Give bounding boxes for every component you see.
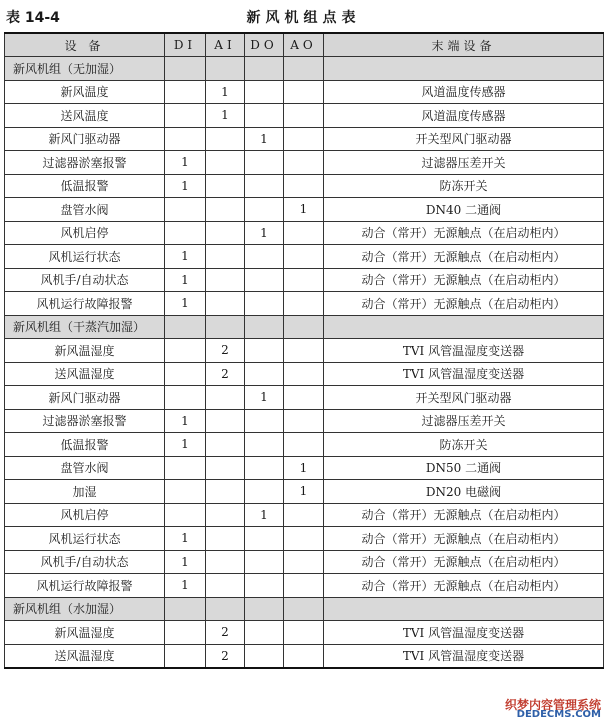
table-number: 表 14-4 — [6, 10, 60, 26]
di-cell — [165, 480, 206, 504]
ai-cell — [206, 268, 245, 292]
ai-cell — [206, 386, 245, 410]
terminal-device-cell: 防冻开关 — [324, 433, 604, 457]
terminal-device-cell: TVI 风管温湿度变送器 — [324, 621, 604, 645]
di-cell — [165, 621, 206, 645]
ai-cell — [206, 151, 245, 175]
terminal-device-cell: 动合（常开）无源触点（在启动柜内） — [324, 527, 604, 551]
table-row — [5, 292, 604, 316]
ai-cell — [206, 574, 245, 598]
table-body — [5, 57, 604, 669]
table-row — [5, 198, 604, 222]
di-cell: 1 — [165, 433, 206, 457]
section-blank-cell — [284, 315, 324, 339]
do-cell: 1 — [245, 127, 284, 151]
di-cell: 1 — [165, 550, 206, 574]
section-blank-cell — [324, 597, 604, 621]
do-cell: 1 — [245, 221, 284, 245]
table-row — [5, 127, 604, 151]
terminal-device-cell: TVI 风管温湿度变送器 — [324, 644, 604, 668]
terminal-device-cell: 开关型风门驱动器 — [324, 386, 604, 410]
ai-cell — [206, 527, 245, 551]
device-cell: 送风温湿度 — [5, 644, 165, 668]
device-cell: 盘管水阀 — [5, 456, 165, 480]
di-cell — [165, 127, 206, 151]
device-cell: 风机运行状态 — [5, 527, 165, 551]
ao-cell — [284, 644, 324, 668]
terminal-device-cell: DN20 电磁阀 — [324, 480, 604, 504]
terminal-device-cell: 开关型风门驱动器 — [324, 127, 604, 151]
ao-cell — [284, 550, 324, 574]
watermark-cn: 织梦内容管理系统 — [504, 698, 601, 712]
do-cell — [245, 292, 284, 316]
ao-cell — [284, 104, 324, 128]
section-blank-cell — [284, 597, 324, 621]
do-cell — [245, 433, 284, 457]
section-row — [5, 57, 604, 81]
section-blank-cell — [245, 315, 284, 339]
ai-cell — [206, 503, 245, 527]
di-cell: 1 — [165, 574, 206, 598]
table-title: 新风机组点表 — [246, 10, 361, 26]
do-cell — [245, 574, 284, 598]
section-row — [5, 315, 604, 339]
ao-cell — [284, 433, 324, 457]
ao-cell — [284, 245, 324, 269]
header-do: DO — [245, 33, 284, 57]
section-blank-cell — [324, 315, 604, 339]
section-blank-cell — [284, 57, 324, 81]
ai-cell: 2 — [206, 621, 245, 645]
di-cell — [165, 221, 206, 245]
do-cell — [245, 480, 284, 504]
di-cell — [165, 644, 206, 668]
ai-cell — [206, 221, 245, 245]
do-cell — [245, 80, 284, 104]
ao-cell — [284, 221, 324, 245]
di-cell — [165, 80, 206, 104]
di-cell: 1 — [165, 151, 206, 175]
di-cell: 1 — [165, 245, 206, 269]
table-row — [5, 550, 604, 574]
terminal-device-cell: 动合（常开）无源触点（在启动柜内） — [324, 503, 604, 527]
terminal-device-cell: DN40 二通阀 — [324, 198, 604, 222]
ai-cell: 1 — [206, 104, 245, 128]
table-row — [5, 151, 604, 175]
terminal-device-cell: 过滤器压差开关 — [324, 151, 604, 175]
ai-cell — [206, 245, 245, 269]
ao-cell — [284, 503, 324, 527]
section-blank-cell — [206, 315, 245, 339]
device-cell: 送风温湿度 — [5, 362, 165, 386]
ao-cell — [284, 151, 324, 175]
do-cell — [245, 245, 284, 269]
header-row — [5, 33, 604, 57]
table-row — [5, 644, 604, 668]
di-cell: 1 — [165, 174, 206, 198]
table-row — [5, 480, 604, 504]
terminal-device-cell: 动合（常开）无源触点（在启动柜内） — [324, 245, 604, 269]
table-row — [5, 527, 604, 551]
section-blank-cell — [206, 57, 245, 81]
terminal-device-cell: TVI 风管温湿度变送器 — [324, 362, 604, 386]
ao-cell — [284, 174, 324, 198]
table-row — [5, 503, 604, 527]
table-row — [5, 221, 604, 245]
ai-cell — [206, 292, 245, 316]
ao-cell — [284, 409, 324, 433]
terminal-device-cell: TVI 风管温湿度变送器 — [324, 339, 604, 363]
di-cell: 1 — [165, 527, 206, 551]
device-cell: 新风门驱动器 — [5, 127, 165, 151]
do-cell — [245, 104, 284, 128]
device-cell: 新风温湿度 — [5, 339, 165, 363]
device-cell: 低温报警 — [5, 433, 165, 457]
device-cell: 低温报警 — [5, 174, 165, 198]
section-blank-cell — [165, 315, 206, 339]
ao-cell — [284, 339, 324, 363]
section-title: 新风机组（干蒸汽加湿） — [5, 315, 165, 339]
device-cell: 新风温度 — [5, 80, 165, 104]
ao-cell — [284, 268, 324, 292]
terminal-device-cell: 风道温度传感器 — [324, 80, 604, 104]
terminal-device-cell: 动合（常开）无源触点（在启动柜内） — [324, 268, 604, 292]
ao-cell — [284, 80, 324, 104]
device-cell: 加湿 — [5, 480, 165, 504]
do-cell — [245, 362, 284, 386]
table-row — [5, 409, 604, 433]
table-row — [5, 245, 604, 269]
do-cell — [245, 409, 284, 433]
section-title: 新风机组（无加湿） — [5, 57, 165, 81]
ai-cell — [206, 433, 245, 457]
di-cell — [165, 456, 206, 480]
do-cell — [245, 527, 284, 551]
ao-cell — [284, 362, 324, 386]
ai-cell — [206, 174, 245, 198]
table-row — [5, 621, 604, 645]
terminal-device-cell: 动合（常开）无源触点（在启动柜内） — [324, 292, 604, 316]
do-cell — [245, 174, 284, 198]
header-ai: AI — [206, 33, 245, 57]
device-cell: 风机运行故障报警 — [5, 292, 165, 316]
terminal-device-cell: 过滤器压差开关 — [324, 409, 604, 433]
di-cell — [165, 339, 206, 363]
device-cell: 新风门驱动器 — [5, 386, 165, 410]
di-cell: 1 — [165, 268, 206, 292]
ai-cell — [206, 456, 245, 480]
header-terminal-device: 末端设备 — [324, 33, 604, 57]
di-cell — [165, 198, 206, 222]
section-blank-cell — [324, 57, 604, 81]
ao-cell: 1 — [284, 480, 324, 504]
ao-cell — [284, 292, 324, 316]
di-cell — [165, 362, 206, 386]
table-row — [5, 433, 604, 457]
device-cell: 风机手/自动状态 — [5, 268, 165, 292]
terminal-device-cell: 动合（常开）无源触点（在启动柜内） — [324, 550, 604, 574]
do-cell — [245, 456, 284, 480]
terminal-device-cell: 防冻开关 — [324, 174, 604, 198]
watermark — [487, 695, 605, 721]
section-row — [5, 597, 604, 621]
ao-cell — [284, 574, 324, 598]
do-cell — [245, 621, 284, 645]
ai-cell: 2 — [206, 644, 245, 668]
section-blank-cell — [245, 597, 284, 621]
section-blank-cell — [206, 597, 245, 621]
section-title: 新风机组（水加湿） — [5, 597, 165, 621]
ao-cell: 1 — [284, 456, 324, 480]
do-cell — [245, 550, 284, 574]
points-table — [4, 32, 604, 669]
do-cell: 1 — [245, 386, 284, 410]
ai-cell — [206, 198, 245, 222]
do-cell — [245, 151, 284, 175]
device-cell: 风机手/自动状态 — [5, 550, 165, 574]
device-cell: 风机启停 — [5, 221, 165, 245]
table-row — [5, 80, 604, 104]
header-ao: AO — [284, 33, 324, 57]
di-cell — [165, 503, 206, 527]
di-cell: 1 — [165, 292, 206, 316]
device-cell: 风机启停 — [5, 503, 165, 527]
table-row — [5, 174, 604, 198]
ai-cell: 2 — [206, 362, 245, 386]
table-row — [5, 574, 604, 598]
ao-cell — [284, 527, 324, 551]
device-cell: 过滤器淤塞报警 — [5, 409, 165, 433]
table-row — [5, 362, 604, 386]
di-cell — [165, 386, 206, 410]
ao-cell — [284, 127, 324, 151]
table-caption — [4, 4, 603, 28]
device-cell: 新风温湿度 — [5, 621, 165, 645]
do-cell — [245, 198, 284, 222]
do-cell: 1 — [245, 503, 284, 527]
ao-cell — [284, 621, 324, 645]
table-row — [5, 456, 604, 480]
device-cell: 盘管水阀 — [5, 198, 165, 222]
device-cell: 风机运行故障报警 — [5, 574, 165, 598]
ao-cell — [284, 386, 324, 410]
section-blank-cell — [245, 57, 284, 81]
di-cell — [165, 104, 206, 128]
ai-cell — [206, 127, 245, 151]
do-cell — [245, 268, 284, 292]
ai-cell: 1 — [206, 80, 245, 104]
header-device: 设 备 — [5, 33, 165, 57]
ai-cell — [206, 550, 245, 574]
terminal-device-cell: 动合（常开）无源触点（在启动柜内） — [324, 574, 604, 598]
terminal-device-cell: 风道温度传感器 — [324, 104, 604, 128]
ai-cell — [206, 409, 245, 433]
watermark-en: DEDECMS.COM — [516, 709, 601, 720]
terminal-device-cell: 动合（常开）无源触点（在启动柜内） — [324, 221, 604, 245]
device-cell: 风机运行状态 — [5, 245, 165, 269]
device-cell: 送风温度 — [5, 104, 165, 128]
header-di: DI — [165, 33, 206, 57]
do-cell — [245, 644, 284, 668]
ai-cell — [206, 480, 245, 504]
table-row — [5, 104, 604, 128]
ao-cell: 1 — [284, 198, 324, 222]
table-row — [5, 268, 604, 292]
terminal-device-cell: DN50 二通阀 — [324, 456, 604, 480]
section-blank-cell — [165, 597, 206, 621]
section-blank-cell — [165, 57, 206, 81]
table-row — [5, 339, 604, 363]
di-cell: 1 — [165, 409, 206, 433]
do-cell — [245, 339, 284, 363]
device-cell: 过滤器淤塞报警 — [5, 151, 165, 175]
table-row — [5, 386, 604, 410]
ai-cell: 2 — [206, 339, 245, 363]
